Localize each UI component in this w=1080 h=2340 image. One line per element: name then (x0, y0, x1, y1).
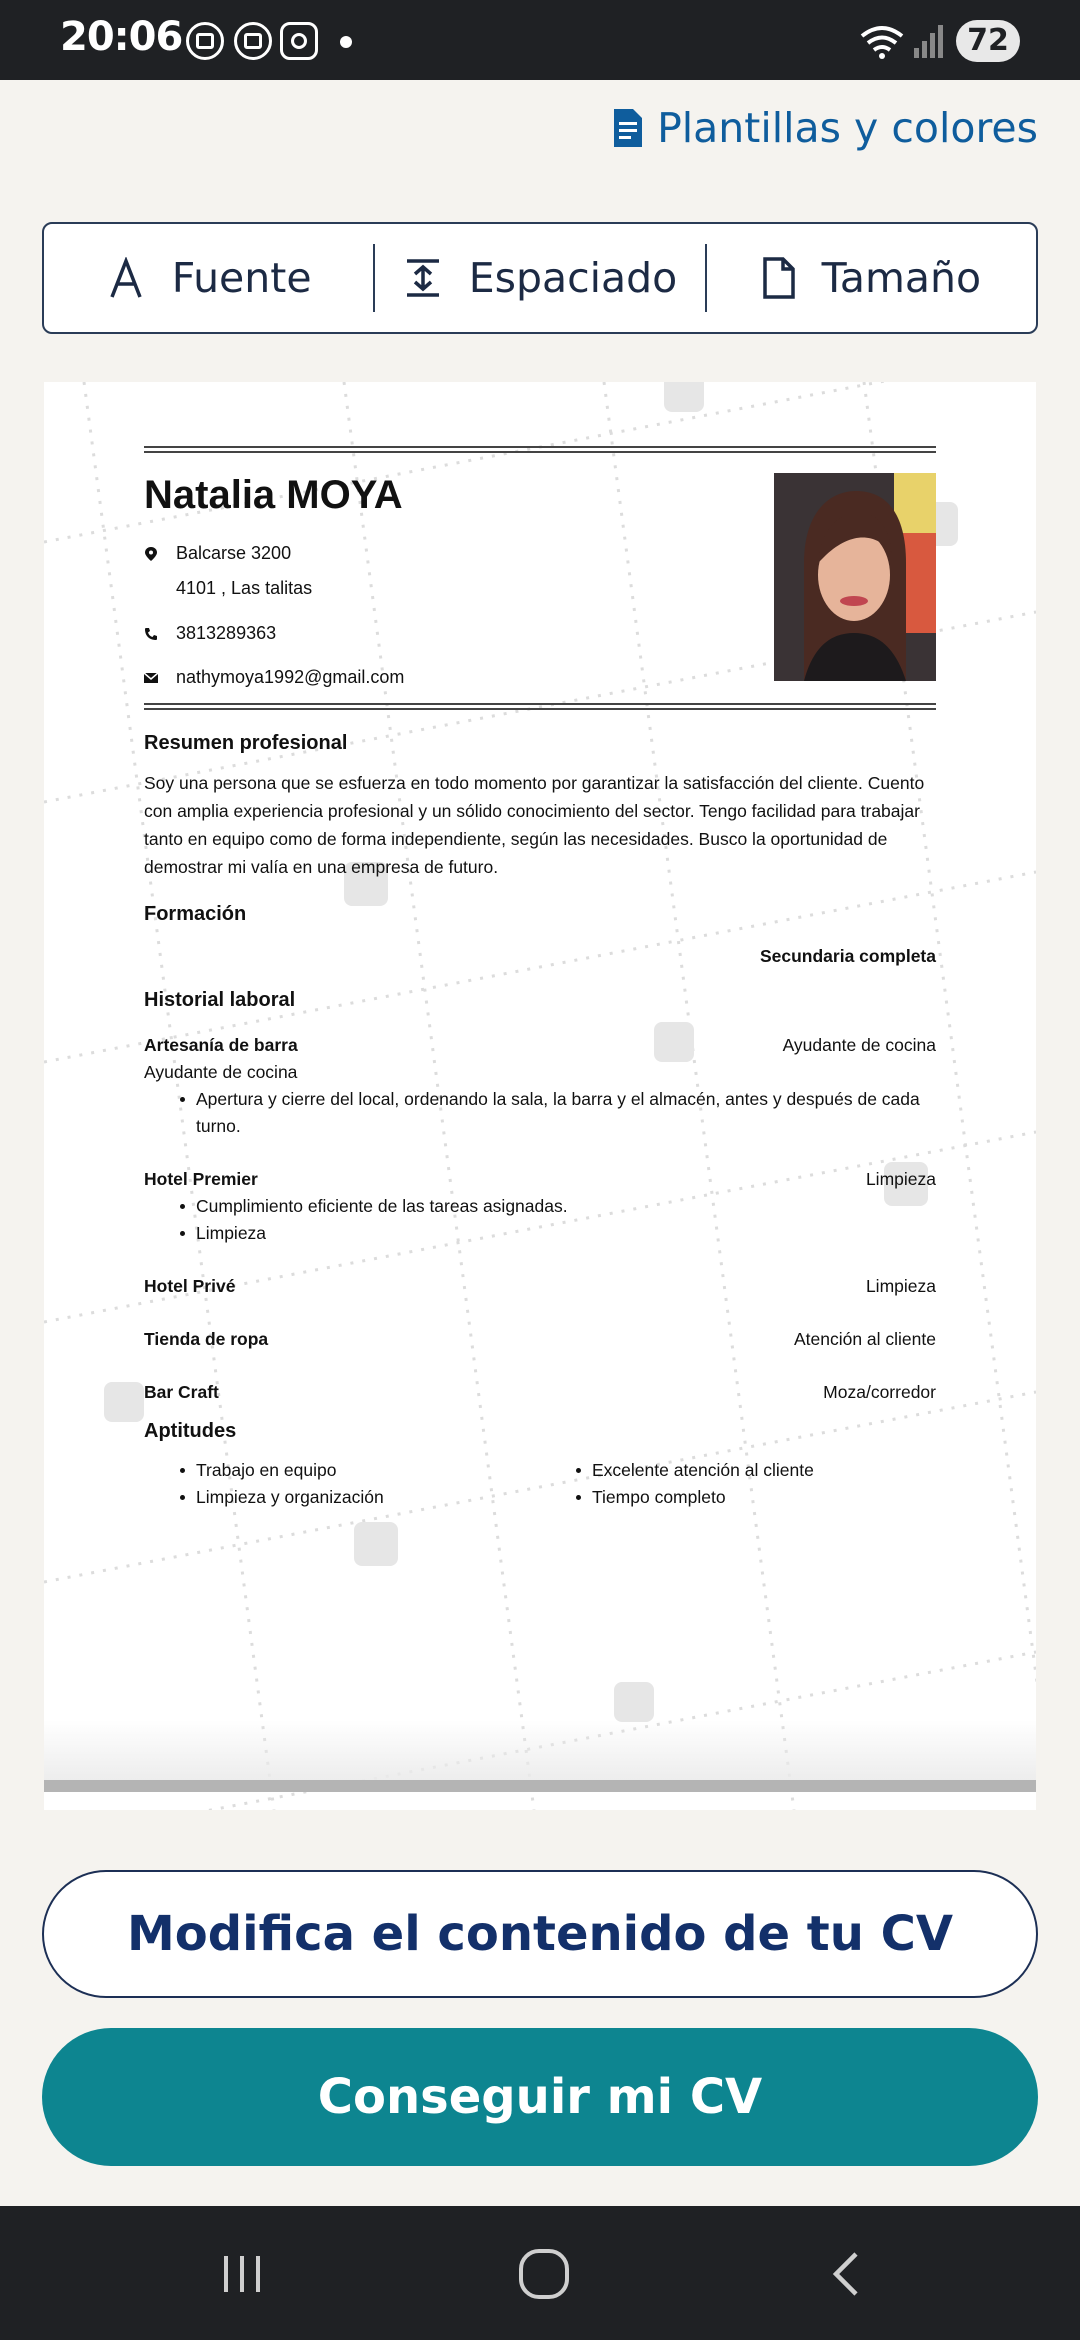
cv-header (144, 453, 936, 703)
get-my-cv-button[interactable]: Conseguir mi CV (42, 2028, 1038, 2166)
download-badge-icon (234, 22, 272, 60)
back-icon (824, 2250, 872, 2298)
phone-row (144, 623, 276, 644)
spacing-icon (403, 257, 443, 299)
page-size-icon (762, 256, 796, 300)
job-company: Tienda de ropa (144, 1329, 269, 1349)
home-button[interactable] (504, 2234, 584, 2314)
home-icon (517, 2247, 571, 2301)
address-line2-row (144, 578, 312, 599)
job-role: Ayudante de cocina (782, 1035, 936, 1055)
signal-icon (912, 24, 944, 60)
templates-colors-link[interactable] (611, 100, 1038, 156)
header-rule (144, 446, 936, 453)
spacing-button[interactable] (375, 224, 704, 332)
job-company: Hotel Premier (144, 1169, 258, 1189)
skill-item: Trabajo en equipo (180, 1457, 540, 1484)
education-degree: Secundaria completa (759, 946, 936, 966)
education-title: Formación (144, 903, 247, 925)
job-bullet: Limpieza (180, 1220, 936, 1247)
size-button[interactable] (707, 224, 1036, 332)
status-time: 20:06 (60, 14, 183, 60)
skill-item: Tiempo completo (576, 1484, 936, 1511)
job-role: Moza/corredor (823, 1382, 936, 1402)
format-toolbar (42, 222, 1038, 334)
recent-apps-icon (218, 2250, 266, 2298)
page-bottom-rule (44, 1780, 1036, 1792)
skill-item: Limpieza y organización (180, 1484, 540, 1511)
job-bullet: Apertura y cierre del local, ordenando la sala, la barra y el almacén, antes y después de cada turno. (180, 1086, 936, 1140)
recent-apps-button[interactable] (202, 2234, 282, 2314)
address-line1-row (144, 543, 291, 564)
job-entry (144, 1326, 936, 1353)
download-badge-icon (186, 22, 224, 60)
address-line1: Balcarse 3200 (176, 543, 292, 563)
summary-title: Resumen profesional (144, 732, 348, 754)
system-nav-bar (0, 2206, 1080, 2340)
job-entry (144, 1166, 936, 1247)
templates-colors-label: Plantillas y colores (657, 104, 1038, 152)
job-role: Limpieza (865, 1169, 936, 1189)
font-label: Fuente (171, 254, 312, 302)
email-icon (144, 672, 176, 684)
address-line2: 4101 , Las talitas (176, 578, 313, 598)
job-company: Hotel Privé (144, 1276, 236, 1296)
size-label: Tamaño (821, 254, 982, 302)
battery-indicator: 72 (956, 20, 1020, 62)
job-bullet: Cumplimiento eficiente de las tareas asignadas. (180, 1193, 936, 1220)
back-button[interactable] (808, 2234, 888, 2314)
email-row (144, 667, 404, 688)
edit-cv-content-button[interactable]: Modifica el contenido de tu CV (42, 1870, 1038, 1998)
job-subtitle: Ayudante de cocina (144, 1062, 298, 1082)
cv-name: Natalia MOYA (144, 473, 403, 517)
phone-icon (144, 627, 176, 641)
job-role: Atención al cliente (793, 1329, 936, 1349)
profile-photo (774, 473, 936, 681)
skills-list (144, 1457, 936, 1511)
job-entry (144, 1273, 936, 1300)
notification-dot-icon (340, 36, 352, 48)
location-pin-icon (144, 546, 176, 562)
cv-document (144, 446, 936, 1511)
cv-preview[interactable] (44, 382, 1036, 1810)
phone-number: 3813289363 (176, 623, 277, 643)
spacing-label: Espaciado (468, 254, 678, 302)
document-template-icon (611, 106, 645, 150)
header-bottom-rule (144, 703, 936, 710)
page-fade (44, 1720, 1036, 1780)
job-entry (144, 1032, 936, 1140)
font-icon (106, 257, 146, 299)
job-entry (144, 1379, 936, 1406)
work-history-title: Historial laboral (144, 989, 296, 1011)
education-row (144, 946, 936, 967)
status-bar (0, 0, 1080, 80)
font-button[interactable] (44, 224, 373, 332)
wifi-icon (858, 22, 906, 62)
email-address: nathymoya1992@gmail.com (176, 667, 405, 687)
skills-title: Aptitudes (144, 1420, 237, 1442)
job-role: Limpieza (865, 1276, 936, 1296)
instagram-icon (280, 22, 318, 60)
job-company: Bar Craft (144, 1382, 219, 1402)
skill-item: Excelente atención al cliente (576, 1457, 936, 1484)
summary-text: Soy una persona que se esfuerza en todo momento por garantizar la satisfacción del cliente. Cuento con amplia experiencia profesional y un sólido conocimiento del sector. Tengo facilidad para trabajar tanto en equipo como de forma independiente, según las necesidades. Busco la oportunidad de demostrar mi valía en una empresa de futuro. (144, 773, 925, 877)
job-company: Artesanía de barra (144, 1035, 298, 1055)
